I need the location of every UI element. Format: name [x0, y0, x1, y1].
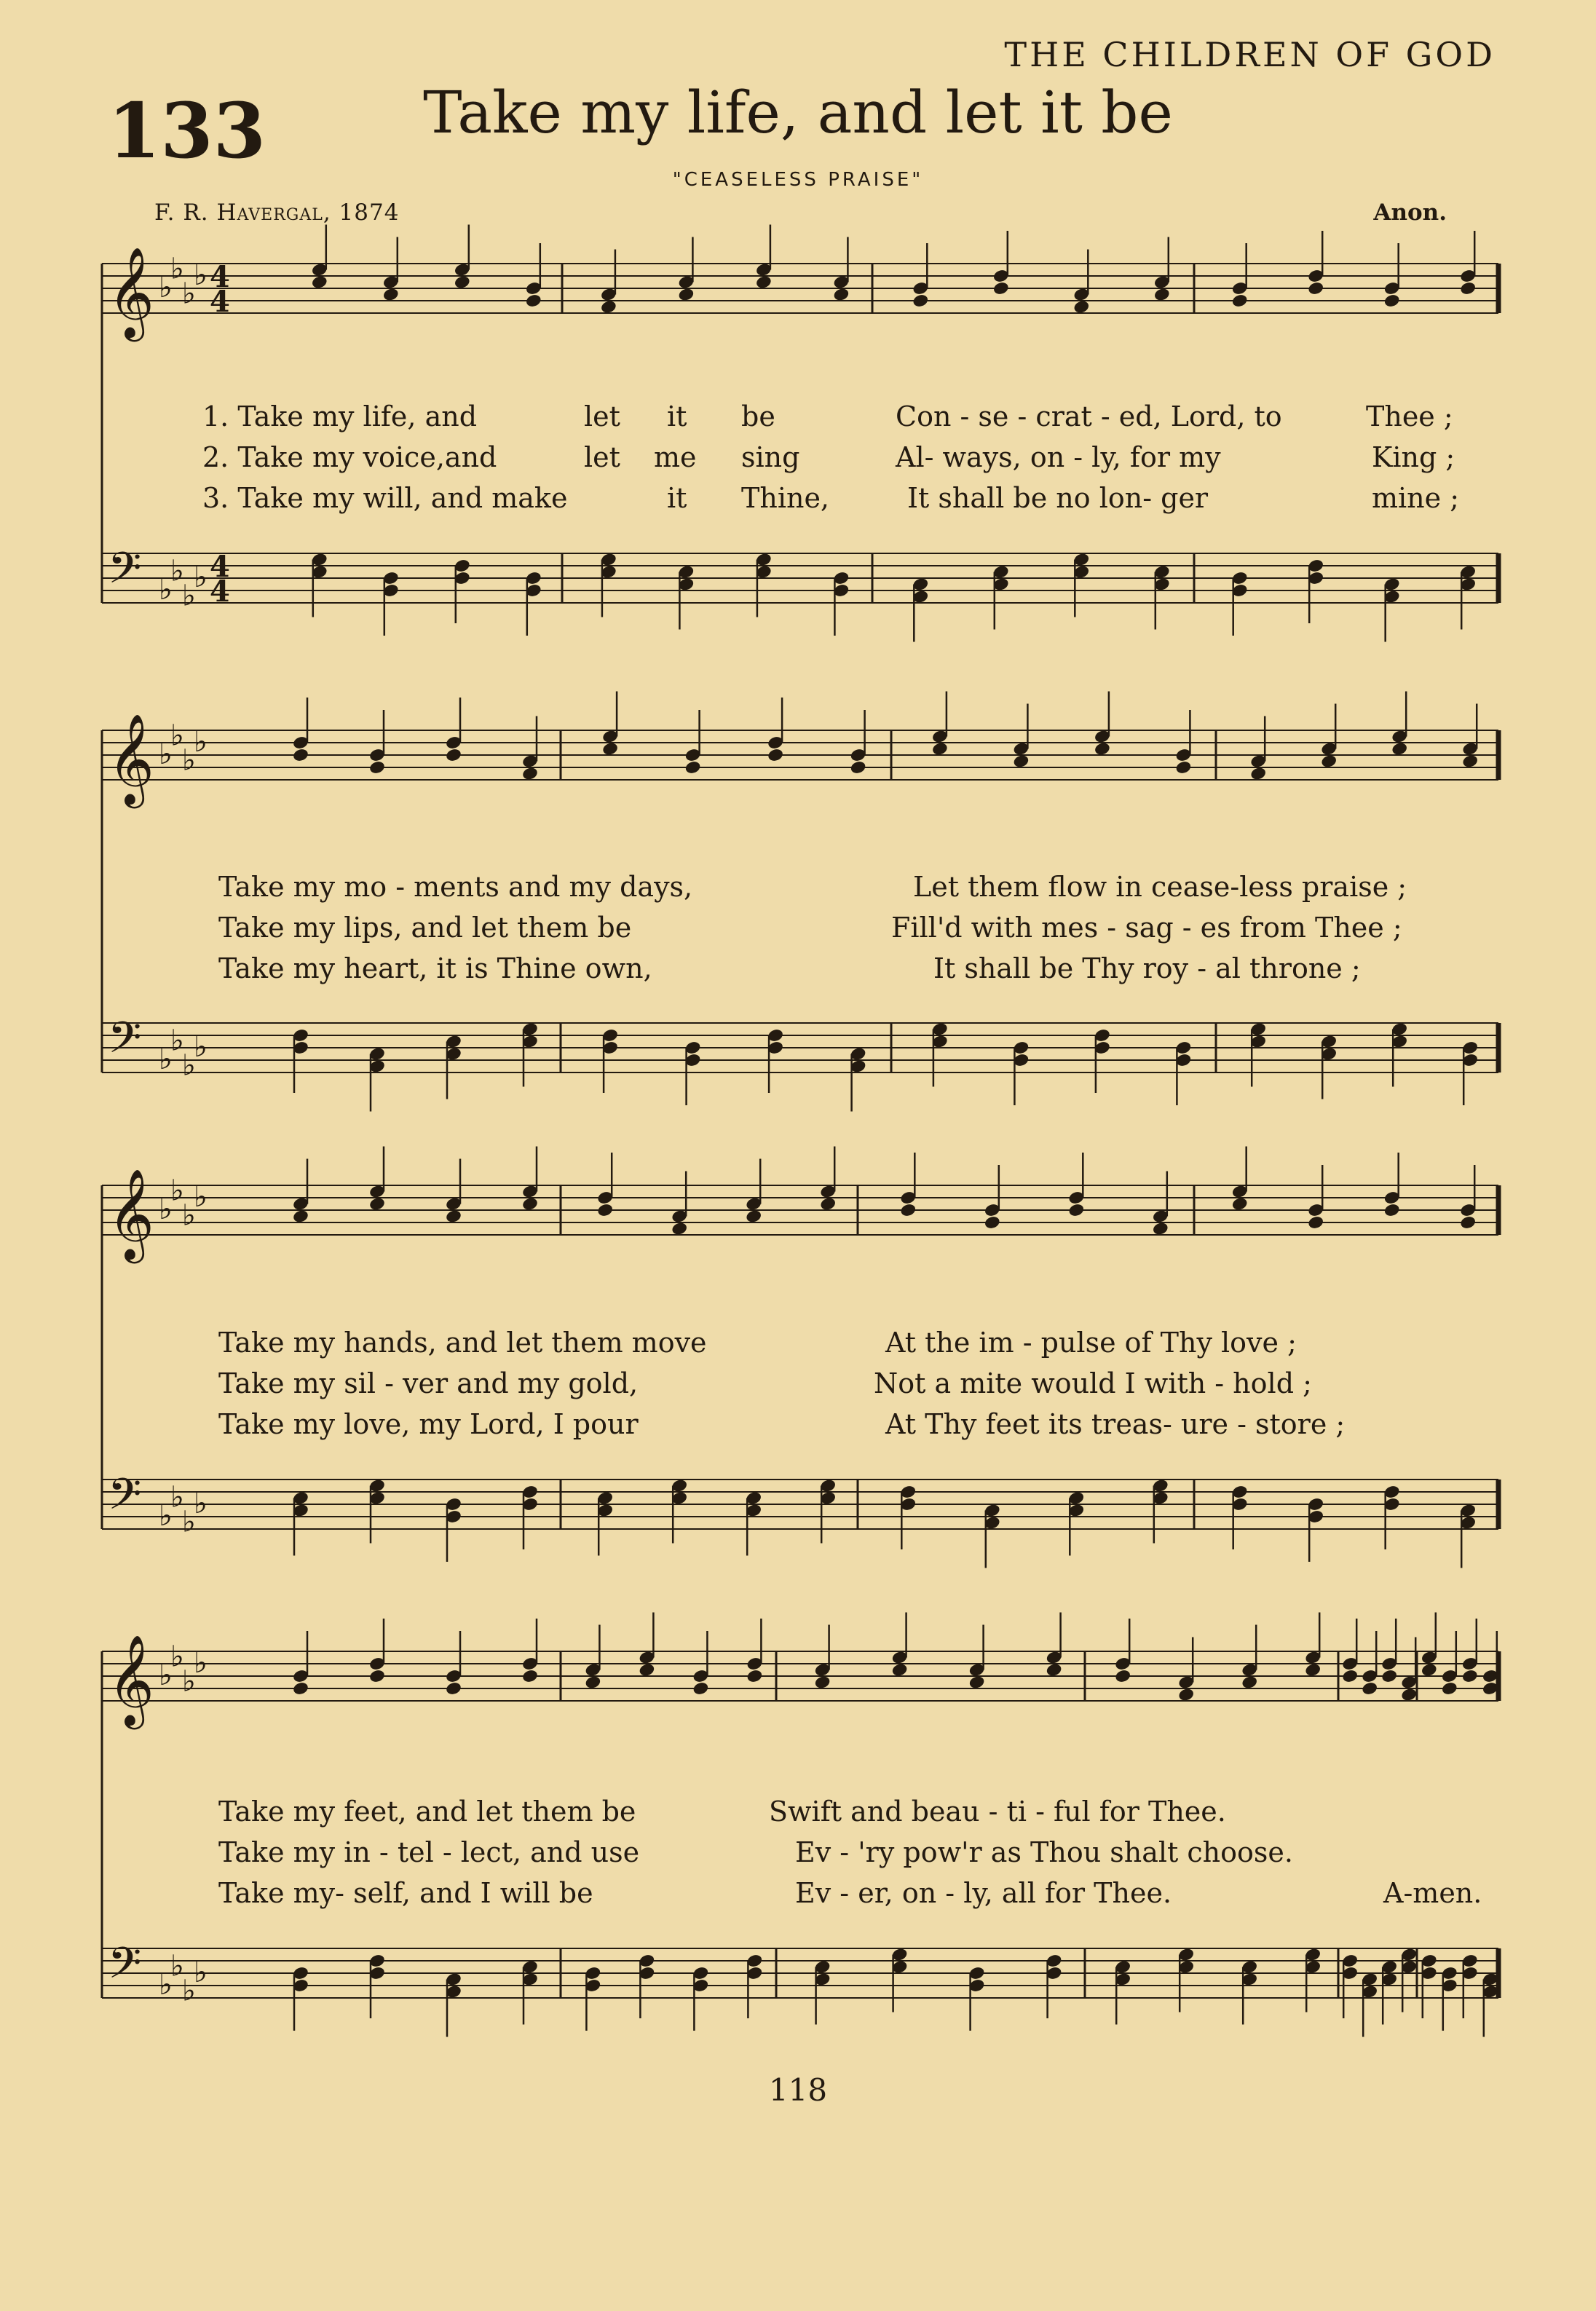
note-head	[767, 748, 784, 763]
flat-icon: ♭	[159, 1043, 173, 1076]
note-head	[292, 1681, 309, 1696]
flat-icon: ♭	[182, 1048, 196, 1083]
time-signature-bottom: 4	[210, 285, 230, 319]
page-number: 118	[768, 2072, 828, 2108]
note-head	[992, 281, 1010, 296]
flat-icon: ♭	[159, 738, 173, 771]
flat-icon: ♭	[170, 252, 184, 286]
lyric-line-8a: Take my sil - ver and my gold,	[218, 1367, 639, 1399]
bass-clef-icon: 𝄢	[108, 1469, 142, 1530]
flat-icon: ♭	[170, 1480, 184, 1514]
lyric-line-7a: Take my hands, and let them move	[218, 1327, 707, 1359]
note-head	[1461, 1669, 1479, 1684]
flat-icon: ♭	[194, 1030, 208, 1064]
lyric-line-8b: Not a mite would I with - hold ;	[874, 1367, 1312, 1399]
note-head	[1361, 1681, 1378, 1696]
lyric-line-10a: Take my feet, and let them be	[218, 1796, 636, 1828]
bass-clef-icon: 𝄢	[108, 542, 142, 604]
composer-credit: Anon.	[1373, 200, 1447, 226]
bass-clef-icon: 𝄢	[108, 1012, 142, 1073]
note-head	[1067, 1203, 1085, 1218]
note-head	[1383, 1203, 1401, 1218]
lyric-line-12a: Take my- self, and I will be	[218, 1877, 593, 1909]
flat-icon: ♭	[159, 1968, 173, 2002]
note-head	[755, 274, 773, 290]
note-head	[814, 1675, 831, 1690]
flat-icon: ♭	[170, 1640, 184, 1674]
note-head	[521, 1669, 539, 1684]
lyric-line-3a: 3. Take my will, and make	[202, 482, 568, 514]
lyric-line-1c: it	[667, 400, 687, 432]
note-head	[891, 1662, 909, 1678]
note-head	[832, 287, 850, 302]
note-head	[1012, 754, 1030, 769]
treble-clef-icon: 𝄞	[108, 247, 154, 338]
lyric-line-5b: Fill'd with mes - sag - es from Thee ;	[891, 912, 1402, 944]
note-head	[368, 1196, 386, 1212]
flat-icon: ♭	[170, 719, 184, 753]
note-head	[521, 766, 539, 781]
flat-icon: ♭	[159, 271, 173, 304]
note-head	[745, 1209, 762, 1224]
note-head	[584, 1675, 601, 1690]
note-head	[368, 760, 386, 775]
note-head	[1421, 1662, 1438, 1678]
note-head	[1304, 1662, 1322, 1678]
section-title: THE CHILDREN OF GOD	[1004, 35, 1496, 74]
note-head	[899, 1203, 917, 1218]
note-head	[1459, 281, 1477, 296]
lyric-line-5a: Take my lips, and let them be	[218, 912, 632, 944]
note-head	[1114, 1669, 1131, 1684]
flat-icon: ♭	[194, 258, 208, 292]
note-head	[984, 1215, 1001, 1230]
note-head	[1341, 1669, 1359, 1684]
flat-icon: ♭	[194, 1180, 208, 1214]
bass-clef-icon: 𝄢	[108, 1937, 142, 1999]
flat-icon: ♭	[170, 1024, 184, 1058]
flat-icon: ♭	[182, 1505, 196, 1539]
flat-icon: ♭	[182, 1198, 196, 1233]
note-head	[596, 1203, 614, 1218]
lyric-line-6b: It shall be Thy roy - al throne ;	[933, 952, 1361, 984]
flat-icon: ♭	[182, 743, 196, 778]
flat-icon: ♭	[194, 1646, 208, 1680]
note-head	[1153, 287, 1171, 302]
flat-icon: ♭	[159, 573, 173, 607]
flat-icon: ♭	[182, 277, 196, 311]
note-head	[1307, 281, 1324, 296]
lyric-line-1b: let	[584, 400, 620, 432]
lyric-line-3b: it	[667, 482, 687, 514]
flat-icon: ♭	[182, 1974, 196, 2008]
flat-icon: ♭	[182, 1664, 196, 1699]
note-head	[1072, 299, 1090, 315]
lyric-line-9b: At Thy feet its treas- ure - store ;	[885, 1408, 1346, 1440]
flat-icon: ♭	[170, 1174, 184, 1208]
note-head	[1249, 766, 1267, 781]
note-head	[1177, 1687, 1195, 1702]
lyric-line-3f: mine ;	[1372, 482, 1460, 514]
flat-icon: ♭	[170, 1949, 184, 1983]
note-head	[521, 1196, 539, 1212]
flat-icon: ♭	[159, 1193, 173, 1226]
treble-clef-icon: 𝄞	[108, 1169, 154, 1260]
note-head	[1320, 754, 1338, 769]
note-head	[311, 274, 328, 290]
time-signature-top: 4	[210, 550, 230, 584]
note-head	[1380, 1669, 1398, 1684]
note-head	[292, 1209, 309, 1224]
hymn-number: 133	[108, 86, 266, 175]
lyric-line-4a: Take my mo - ments and my days,	[218, 871, 693, 903]
lyric-line-6a: Take my heart, it is Thine own,	[218, 952, 652, 984]
note-head	[1461, 754, 1479, 769]
note-head	[292, 748, 309, 763]
lyric-line-3c: Thine,	[741, 482, 830, 514]
lyric-line-1f: Thee ;	[1366, 400, 1453, 432]
note-head	[1152, 1221, 1169, 1236]
note-head	[1383, 293, 1401, 309]
lyric-line-2b: let	[584, 441, 620, 473]
note-head	[746, 1669, 763, 1684]
note-head	[638, 1662, 655, 1678]
time-signature-top: 4	[210, 260, 230, 294]
flat-icon: ♭	[159, 1499, 173, 1533]
hymn-title: Take my life, and let it be	[423, 79, 1173, 146]
lyric-line-3e: It shall be no lon- ger	[907, 482, 1209, 514]
treble-clef-icon: 𝄞	[108, 714, 154, 805]
note-head	[1307, 1215, 1324, 1230]
treble-clef-icon: 𝄞	[108, 1635, 154, 1726]
note-head	[454, 274, 471, 290]
tune-name: "CEASELESS PRAISE"	[672, 169, 924, 191]
note-head	[1400, 1687, 1418, 1702]
flat-icon: ♭	[170, 554, 184, 588]
lyric-line-1d: be	[741, 400, 775, 432]
author-credit: F. R. Havergal, 1874	[154, 200, 400, 226]
lyric-line-1a: 1. Take my life, and	[202, 400, 478, 432]
note-head	[382, 287, 400, 302]
note-head	[368, 1669, 386, 1684]
lyric-line-11b: Ev - 'ry pow'r as Thou shalt choose.	[795, 1836, 1293, 1868]
lyric-line-7b: At the im - pulse of Thy love ;	[885, 1327, 1297, 1359]
note-head	[819, 1196, 837, 1212]
note-head	[1174, 760, 1192, 775]
lyric-line-9a: Take my love, my Lord, I pour	[218, 1408, 639, 1440]
note-head	[677, 287, 695, 302]
lyric-line-1e: Con - se - crat - ed, Lord, to	[896, 400, 1282, 432]
note-head	[445, 1209, 462, 1224]
flat-icon: ♭	[182, 579, 196, 613]
note-head	[445, 748, 462, 763]
flat-icon: ♭	[194, 561, 208, 594]
note-head	[1231, 293, 1249, 309]
lyric-line-2e: Al- ways, on - ly, for my	[896, 441, 1221, 473]
lyric-line-4b: Let them flow in cease-less praise ;	[913, 871, 1407, 903]
time-signature-bottom: 4	[210, 574, 230, 609]
note-head	[692, 1681, 709, 1696]
note-head	[684, 760, 702, 775]
note-head	[968, 1675, 986, 1690]
note-head	[1441, 1681, 1458, 1696]
note-head	[601, 741, 619, 756]
note-head	[1094, 741, 1111, 756]
note-head	[445, 1681, 462, 1696]
note-head	[600, 299, 617, 315]
note-head	[1241, 1675, 1258, 1690]
lyric-line-2c: me	[654, 441, 697, 473]
note-head	[1046, 1662, 1063, 1678]
lyric-line-2a: 2. Take my voice,and	[202, 441, 497, 473]
flat-icon: ♭	[159, 1659, 173, 1692]
flat-icon: ♭	[194, 725, 208, 759]
flat-icon: ♭	[194, 1487, 208, 1520]
note-head	[1391, 741, 1408, 756]
lyric-line-2f: King ;	[1372, 441, 1455, 473]
note-head	[931, 741, 949, 756]
note-head	[1231, 1196, 1249, 1212]
note-head	[912, 293, 929, 309]
flat-icon: ♭	[194, 1956, 208, 1989]
note-head	[525, 293, 542, 309]
lyric-line-10b: Swift and beau - ti - ful for Thee.	[769, 1796, 1226, 1828]
note-head	[671, 1221, 688, 1236]
lyric-line-2d: sing	[741, 441, 800, 473]
amen-lyric: A-men.	[1383, 1877, 1482, 1909]
note-head	[850, 760, 867, 775]
lyric-line-12b: Ev - er, on - ly, all for Thee.	[795, 1877, 1172, 1909]
note-head	[1459, 1215, 1477, 1230]
lyric-line-11a: Take my in - tel - lect, and use	[218, 1836, 640, 1868]
